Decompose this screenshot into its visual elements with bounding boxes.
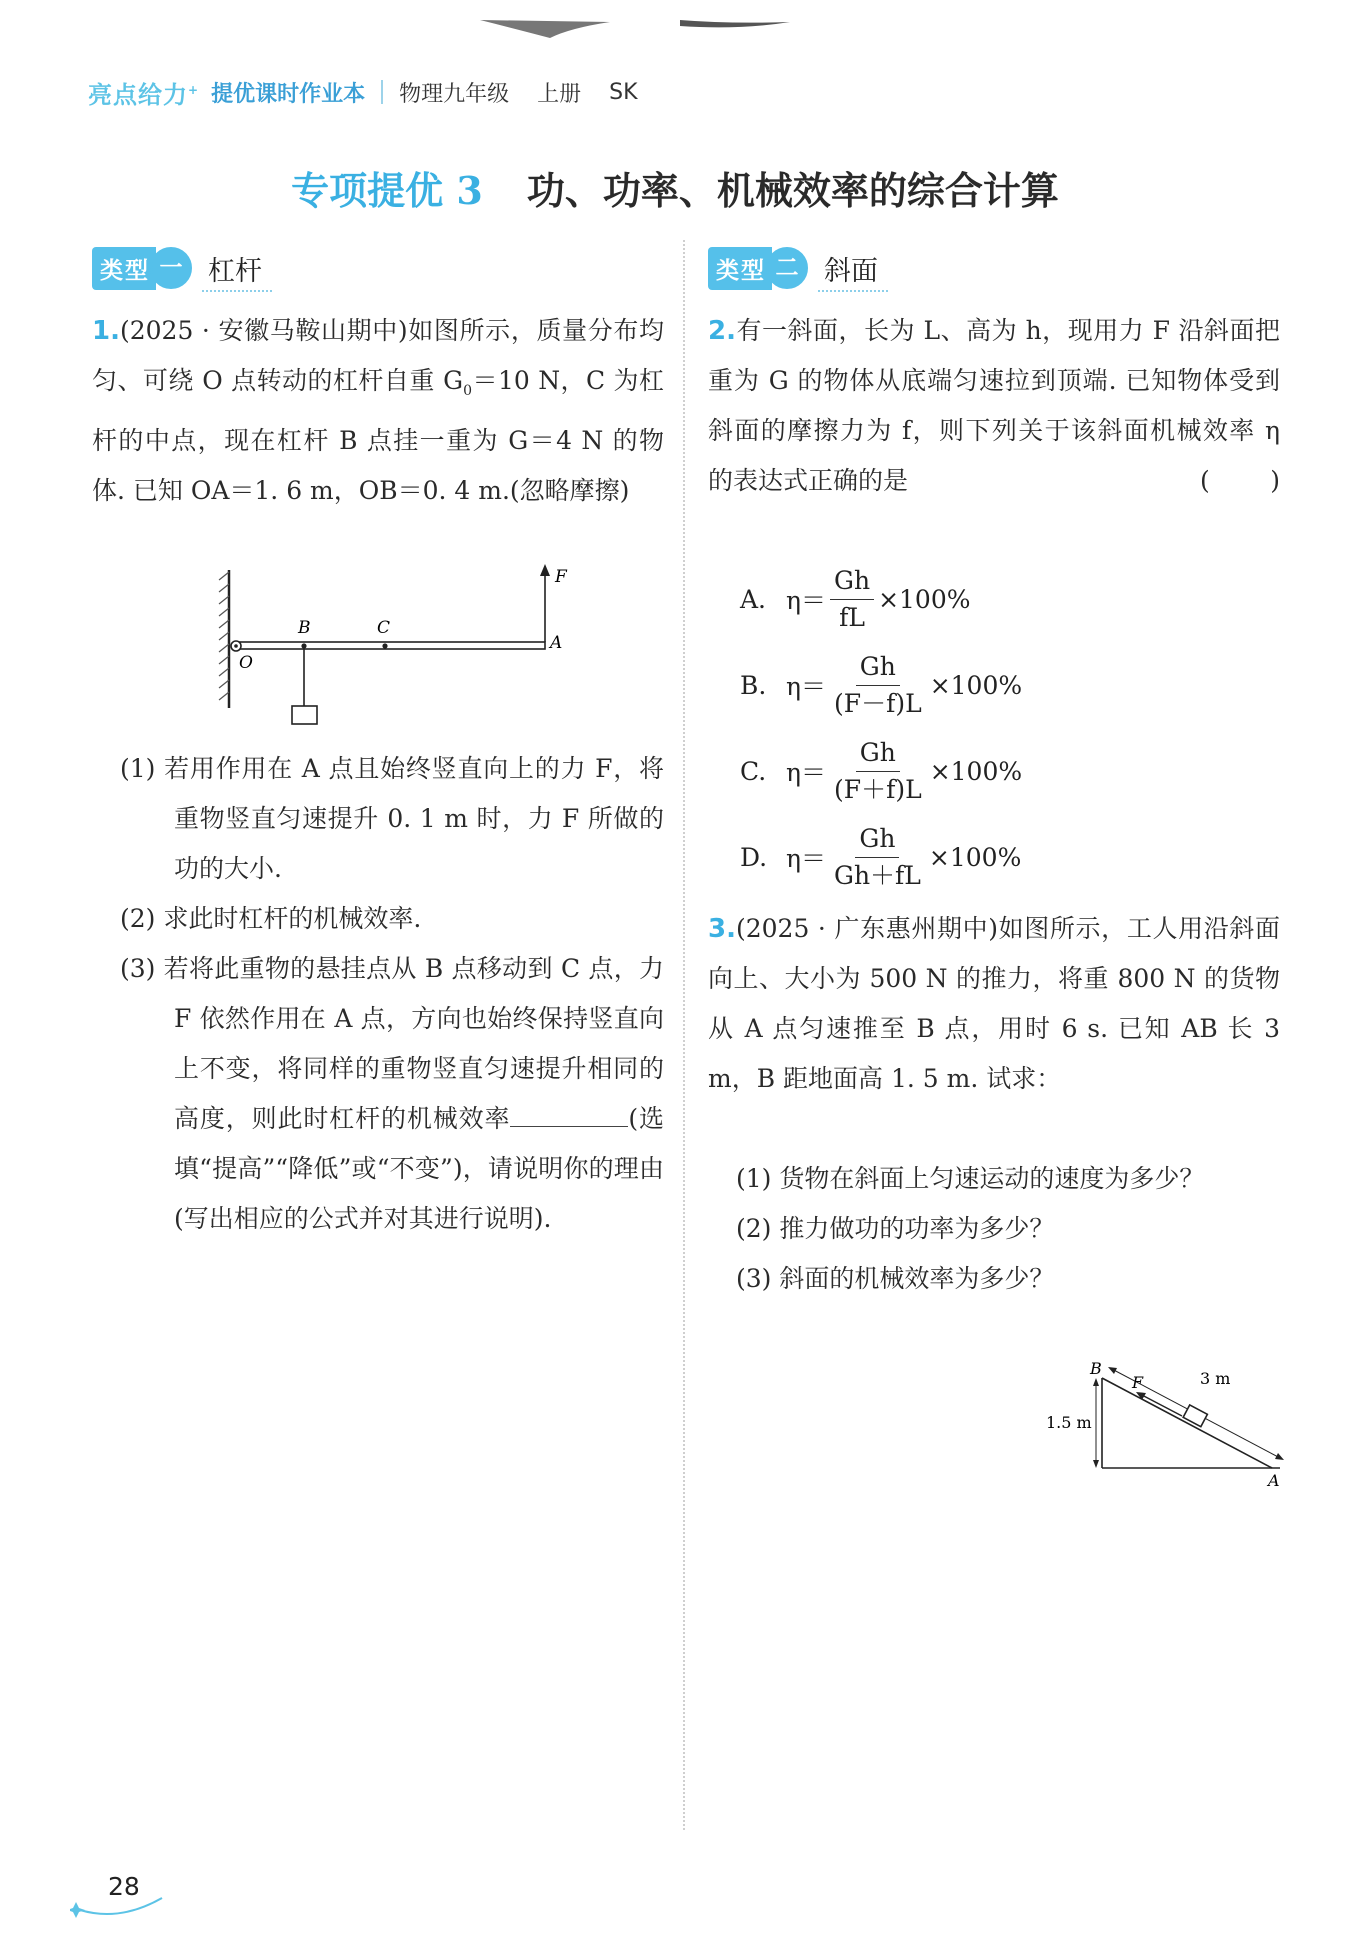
type2-badge: 类型 <box>708 247 772 290</box>
type1-underline <box>202 290 272 292</box>
label-length: 3 m <box>1200 1369 1231 1388</box>
type1-name: 杠杆 <box>208 255 262 287</box>
fraction: $\frac{Gh}{Gh+fL}$ <box>830 821 925 894</box>
type2-underline <box>818 290 888 292</box>
page-title <box>0 160 1350 215</box>
q3-stem: 3.(2025 · 广东惠州期中)如图所示，工人用沿斜面向上、大小为 500 N 的推力，将重 800 N 的货物从 A 点匀速推至 B 点，用时 6 s. 已知 AB 长 3 m，B 距地面高 1. 5 m. 试求： <box>708 914 1280 1093</box>
label-c: C <box>377 618 391 638</box>
type1-header <box>92 246 652 292</box>
q1-answer-blank[interactable] <box>510 1096 628 1127</box>
type1-badge: 类型 <box>92 247 156 290</box>
wall <box>219 570 229 708</box>
label-a: A <box>550 633 563 653</box>
label-b-incline: B <box>1090 1359 1102 1378</box>
brand-logo: 亮点给力+ <box>88 80 200 109</box>
question-2 <box>708 306 1280 506</box>
q2-option-a[interactable]: A. η＝ $\frac{Gh}{fL}$ ×100% <box>740 556 1160 642</box>
type1-number: 一 <box>150 247 192 289</box>
lever-bar <box>235 642 545 649</box>
q1-part-3: (3) 若将此重物的悬挂点从 B 点移动到 C 点，力 F 依然作用在 A 点，方向也始终保持竖直向上不变，将同样的重物竖直匀速提升相同的高度，则此时杠杆的机械效率 (选填“提高”“降低”或“不变”)，请说明你的理由(写出相应的公式并对其进行说明). <box>120 954 664 1233</box>
type2-number: 二 <box>766 247 808 289</box>
header-volume: 上册 <box>537 81 582 107</box>
top-decoration <box>480 14 800 44</box>
type2-name: 斜面 <box>824 255 878 287</box>
title-main: 功、功率、机械效率的综合计算 <box>526 168 1059 213</box>
hanging-weight <box>292 706 317 724</box>
q1-number: 1. <box>92 316 120 346</box>
q2-number: 2. <box>708 316 736 346</box>
push-force-arrow <box>1140 1394 1182 1416</box>
q2-options <box>740 556 1160 900</box>
page-number: 28 <box>108 1872 140 1901</box>
question-1 <box>92 306 664 516</box>
incline-figure <box>1040 1356 1300 1496</box>
fraction: $\frac{Gh}{(F+f)L}$ <box>830 735 926 808</box>
question-1-parts <box>120 744 664 1244</box>
label-o: O <box>239 653 253 673</box>
q2-option-c[interactable]: C. η＝ $\frac{Gh}{(F+f)L}$ ×100% <box>740 728 1160 814</box>
header-divider <box>381 80 383 104</box>
q3-part-3: (3) 斜面的机械效率为多少？ <box>736 1264 1055 1293</box>
q1-part-1: (1) 若用作用在 A 点且始终竖直向上的力 F，将重物竖直匀速提升 0. 1 m 时，力 F 所做的功的大小. <box>120 754 664 883</box>
incline-surface <box>1102 1378 1272 1468</box>
label-f: F <box>555 567 567 587</box>
header-subject: 物理九年级 <box>399 81 510 107</box>
point-b <box>301 643 306 648</box>
question-3-parts <box>736 1154 1280 1304</box>
fraction: $\frac{Gh}{(F-f)L}$ <box>830 649 926 722</box>
q1-stem: 1.(2025 · 安徽马鞍山期中)如图所示，质量分布均匀、可绕 O 点转动的杠杆自重 $G_0=10$ N，C 为杠杆的中点，现在杠杆 B 点挂一重为 G＝4 N 的物体. 已知 OA＝1. 6 m，OB＝0. 4 m.(忽略摩擦) <box>92 316 664 505</box>
type2-header <box>708 246 1268 292</box>
title-topic: 专项提优 3 <box>291 168 483 213</box>
header-edition: SK <box>609 79 638 105</box>
series-name: 提优课时作业本 <box>211 81 366 107</box>
label-f-incline: F <box>1132 1373 1144 1392</box>
fraction: $\frac{Gh}{fL}$ <box>830 563 874 636</box>
q3-part-1: (1) 货物在斜面上匀速运动的速度为多少？ <box>736 1164 1205 1193</box>
q2-option-b[interactable]: B. η＝ $\frac{Gh}{(F-f)L}$ ×100% <box>740 642 1160 728</box>
q2-answer-parens[interactable]: ( ) <box>1200 466 1280 495</box>
lever-figure <box>215 560 575 740</box>
point-c <box>382 643 387 648</box>
label-a-incline: A <box>1268 1471 1280 1490</box>
label-height: 1.5 m <box>1046 1413 1092 1432</box>
q1-part-2: (2) 求此时杠杆的机械效率. <box>120 904 422 933</box>
q2-stem: 2.有一斜面，长为 L、高为 h，现用力 F 沿斜面把重为 G 的物体从底端匀速拉到顶端. 已知物体受到斜面的摩擦力为 f，则下列关于该斜面机械效率 η 的表达式正确的是 ( ) <box>708 306 1280 506</box>
label-b: B <box>298 618 311 638</box>
column-divider <box>683 240 685 1830</box>
question-3 <box>708 904 1280 1104</box>
page-header <box>88 72 666 112</box>
q3-number: 3. <box>708 914 736 944</box>
q2-option-d[interactable]: D. η＝ $\frac{Gh}{Gh+fL}$ ×100% <box>740 814 1160 900</box>
q3-part-2: (2) 推力做功的功率为多少？ <box>736 1214 1055 1243</box>
